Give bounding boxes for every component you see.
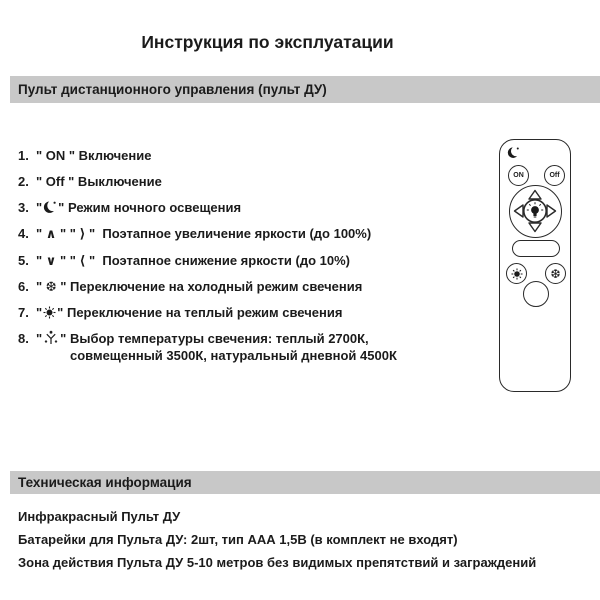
section-header-tech — [10, 471, 600, 494]
list-item-warm-mode: 7. " " Переключение на теплый режим свечения — [18, 305, 343, 320]
up-arrow-icon — [529, 191, 541, 200]
remote-on-button: ON — [508, 165, 529, 186]
temperature-select-icon — [43, 330, 59, 346]
remote-cold-button — [545, 263, 566, 284]
list-item-temperature-select: 8. " " Выбор температуры свечения: теплый 2700К, совмещенный 3500К, натуральный дневной 4500К — [18, 331, 397, 363]
section-header-tech-label: Техническая информация — [18, 475, 192, 490]
warm-light-icon — [511, 268, 523, 280]
list-item-off: 2. " Off " Выключение — [18, 174, 162, 189]
moon-icon — [507, 146, 520, 159]
remote-control-diagram — [499, 139, 571, 392]
tech-line-remote-type: Инфракрасный Пульт ДУ — [18, 509, 181, 524]
list-item-brightness-down: 5. " ∨ " " ⟨ " Поэтапное снижение яркости (до 10%) — [18, 253, 350, 268]
tech-line-range: Зона действия Пульта ДУ 5-10 метров без видимых препятствий и заграждений — [18, 555, 537, 570]
remote-night-mode-button — [512, 240, 560, 257]
page-title: Инструкция по эксплуатации — [141, 32, 394, 52]
cold-light-icon: ❆ — [550, 266, 561, 281]
remote-temperature-button — [523, 281, 549, 307]
section-header-remote — [10, 76, 600, 103]
list-item-night-mode: 3. " " Режим ночного освещения — [18, 200, 242, 215]
down-arrow-icon — [529, 223, 541, 232]
sun-icon — [43, 306, 56, 319]
section-header-remote-label: Пульт дистанционного управления (пульт ДУ) — [18, 82, 327, 97]
tech-line-batteries: Батарейки для Пульта ДУ: 2шт, тип ААА 1,5В (в комплект не входят) — [18, 532, 458, 547]
list-item-brightness-up: 4. " ∧ " " ⟩ " Поэтапное увеличение яркости (до 100%) — [18, 226, 372, 241]
left-arrow-icon — [515, 205, 524, 217]
remote-off-button: Off — [544, 165, 565, 186]
remote-dpad — [509, 185, 562, 238]
list-item-on: 1. " ON " Включение — [18, 148, 152, 163]
remote-warm-button — [506, 263, 527, 284]
moon-icon — [43, 200, 57, 214]
list-item-cold-mode: 6. " ❆ " Переключение на холодный режим свечения — [18, 279, 363, 294]
right-arrow-icon — [547, 205, 556, 217]
